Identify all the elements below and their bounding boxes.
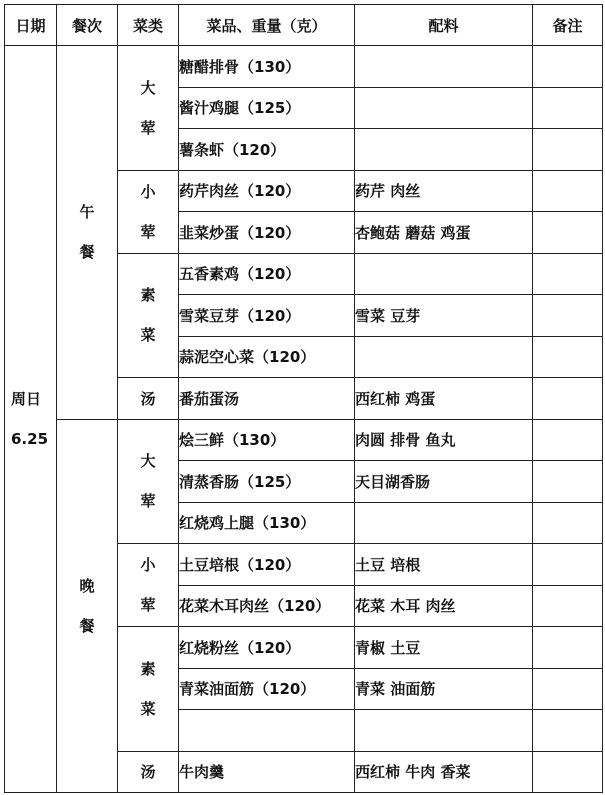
ingredients-cell bbox=[355, 129, 533, 171]
category-small-meat bbox=[118, 544, 179, 627]
category-label-top: 大 bbox=[140, 78, 156, 97]
dish-cell bbox=[179, 710, 355, 752]
ingredients-cell bbox=[355, 336, 533, 378]
header-category: 菜类 bbox=[118, 5, 179, 46]
meal-dinner bbox=[57, 419, 118, 793]
menu-table bbox=[4, 4, 603, 793]
ingredients-cell: 杏鲍菇 蘑菇 鸡蛋 bbox=[355, 212, 533, 254]
meal-lunch bbox=[57, 46, 118, 420]
ingredients-cell: 西红柿 鸡蛋 bbox=[355, 378, 533, 420]
category-vegetable bbox=[118, 627, 179, 752]
notes-cell bbox=[533, 46, 603, 88]
dish-cell: 牛肉羹 bbox=[179, 751, 355, 793]
dish-cell: 红烧鸡上腿（130） bbox=[179, 502, 355, 544]
ingredients-cell: 肉圆 排骨 鱼丸 bbox=[355, 419, 533, 461]
meal-label-top: 晚 bbox=[79, 576, 95, 595]
meal-label-top: 午 bbox=[79, 203, 95, 222]
category-label-top: 素 bbox=[140, 659, 156, 678]
category-big-meat bbox=[118, 419, 179, 544]
notes-cell bbox=[533, 212, 603, 254]
date-value: 6.25 bbox=[11, 430, 49, 448]
dish-cell: 酱汁鸡腿（125） bbox=[179, 87, 355, 129]
category-soup: 汤 bbox=[118, 751, 179, 793]
header-row bbox=[5, 5, 603, 46]
category-big-meat bbox=[118, 46, 179, 171]
notes-cell bbox=[533, 544, 603, 586]
date-cell bbox=[5, 46, 57, 793]
dish-cell: 药芹肉丝（120） bbox=[179, 170, 355, 212]
dish-cell: 五香素鸡（120） bbox=[179, 253, 355, 295]
date-day: 周日 bbox=[11, 390, 42, 408]
notes-cell bbox=[533, 627, 603, 669]
dish-cell: 韭菜炒蛋（120） bbox=[179, 212, 355, 254]
table-row bbox=[5, 46, 603, 88]
category-label-bottom: 菜 bbox=[140, 699, 156, 718]
ingredients-cell: 西红柿 牛肉 香菜 bbox=[355, 751, 533, 793]
notes-cell bbox=[533, 378, 603, 420]
category-vegetable bbox=[118, 253, 179, 378]
header-ingredients: 配料 bbox=[355, 5, 533, 46]
meal-label-bottom: 餐 bbox=[79, 243, 95, 262]
dish-cell: 清蒸香肠（125） bbox=[179, 461, 355, 503]
dish-cell: 土豆培根（120） bbox=[179, 544, 355, 586]
dish-cell: 薯条虾（120） bbox=[179, 129, 355, 171]
notes-cell bbox=[533, 710, 603, 752]
ingredients-cell bbox=[355, 710, 533, 752]
category-label-top: 素 bbox=[140, 286, 156, 305]
dish-cell: 青菜油面筋（120） bbox=[179, 668, 355, 710]
ingredients-cell bbox=[355, 46, 533, 88]
ingredients-cell bbox=[355, 253, 533, 295]
ingredients-cell bbox=[355, 502, 533, 544]
notes-cell bbox=[533, 170, 603, 212]
notes-cell bbox=[533, 461, 603, 503]
dish-cell: 雪菜豆芽（120） bbox=[179, 295, 355, 337]
ingredients-cell: 土豆 培根 bbox=[355, 544, 533, 586]
notes-cell bbox=[533, 502, 603, 544]
notes-cell bbox=[533, 419, 603, 461]
header-date: 日期 bbox=[5, 5, 57, 46]
notes-cell bbox=[533, 336, 603, 378]
dish-cell: 红烧粉丝（120） bbox=[179, 627, 355, 669]
category-label-top: 小 bbox=[140, 556, 156, 574]
category-label-top: 大 bbox=[140, 452, 156, 471]
ingredients-cell: 雪菜 豆芽 bbox=[355, 295, 533, 337]
notes-cell bbox=[533, 129, 603, 171]
notes-cell bbox=[533, 87, 603, 129]
header-notes: 备注 bbox=[533, 5, 603, 46]
notes-cell bbox=[533, 751, 603, 793]
ingredients-cell: 青椒 土豆 bbox=[355, 627, 533, 669]
ingredients-cell: 药芹 肉丝 bbox=[355, 170, 533, 212]
category-soup: 汤 bbox=[118, 378, 179, 420]
ingredients-cell: 青菜 油面筋 bbox=[355, 668, 533, 710]
dish-cell: 番茄蛋汤 bbox=[179, 378, 355, 420]
category-small-meat bbox=[118, 170, 179, 253]
category-label-top: 小 bbox=[140, 182, 156, 201]
category-label-bottom: 菜 bbox=[140, 326, 156, 345]
notes-cell bbox=[533, 668, 603, 710]
notes-cell bbox=[533, 585, 603, 627]
menu-table-wrapper bbox=[4, 4, 603, 793]
dish-cell: 蒜泥空心菜（120） bbox=[179, 336, 355, 378]
header-dish-weight: 菜品、重量（克） bbox=[179, 5, 355, 46]
meal-label-bottom: 餐 bbox=[79, 616, 95, 635]
dish-cell: 花菜木耳肉丝（120） bbox=[179, 585, 355, 627]
notes-cell bbox=[533, 295, 603, 337]
dish-cell: 烩三鲜（130） bbox=[179, 419, 355, 461]
dish-cell: 糖醋排骨（130） bbox=[179, 46, 355, 88]
header-meal: 餐次 bbox=[57, 5, 118, 46]
category-label-bottom: 荤 bbox=[140, 492, 156, 511]
ingredients-cell bbox=[355, 87, 533, 129]
category-label-bottom: 荤 bbox=[140, 596, 156, 614]
ingredients-cell: 花菜 木耳 肉丝 bbox=[355, 585, 533, 627]
ingredients-cell: 天目湖香肠 bbox=[355, 461, 533, 503]
category-label-bottom: 荤 bbox=[140, 118, 156, 137]
category-label-bottom: 荤 bbox=[140, 222, 156, 241]
notes-cell bbox=[533, 253, 603, 295]
table-row bbox=[5, 419, 603, 461]
